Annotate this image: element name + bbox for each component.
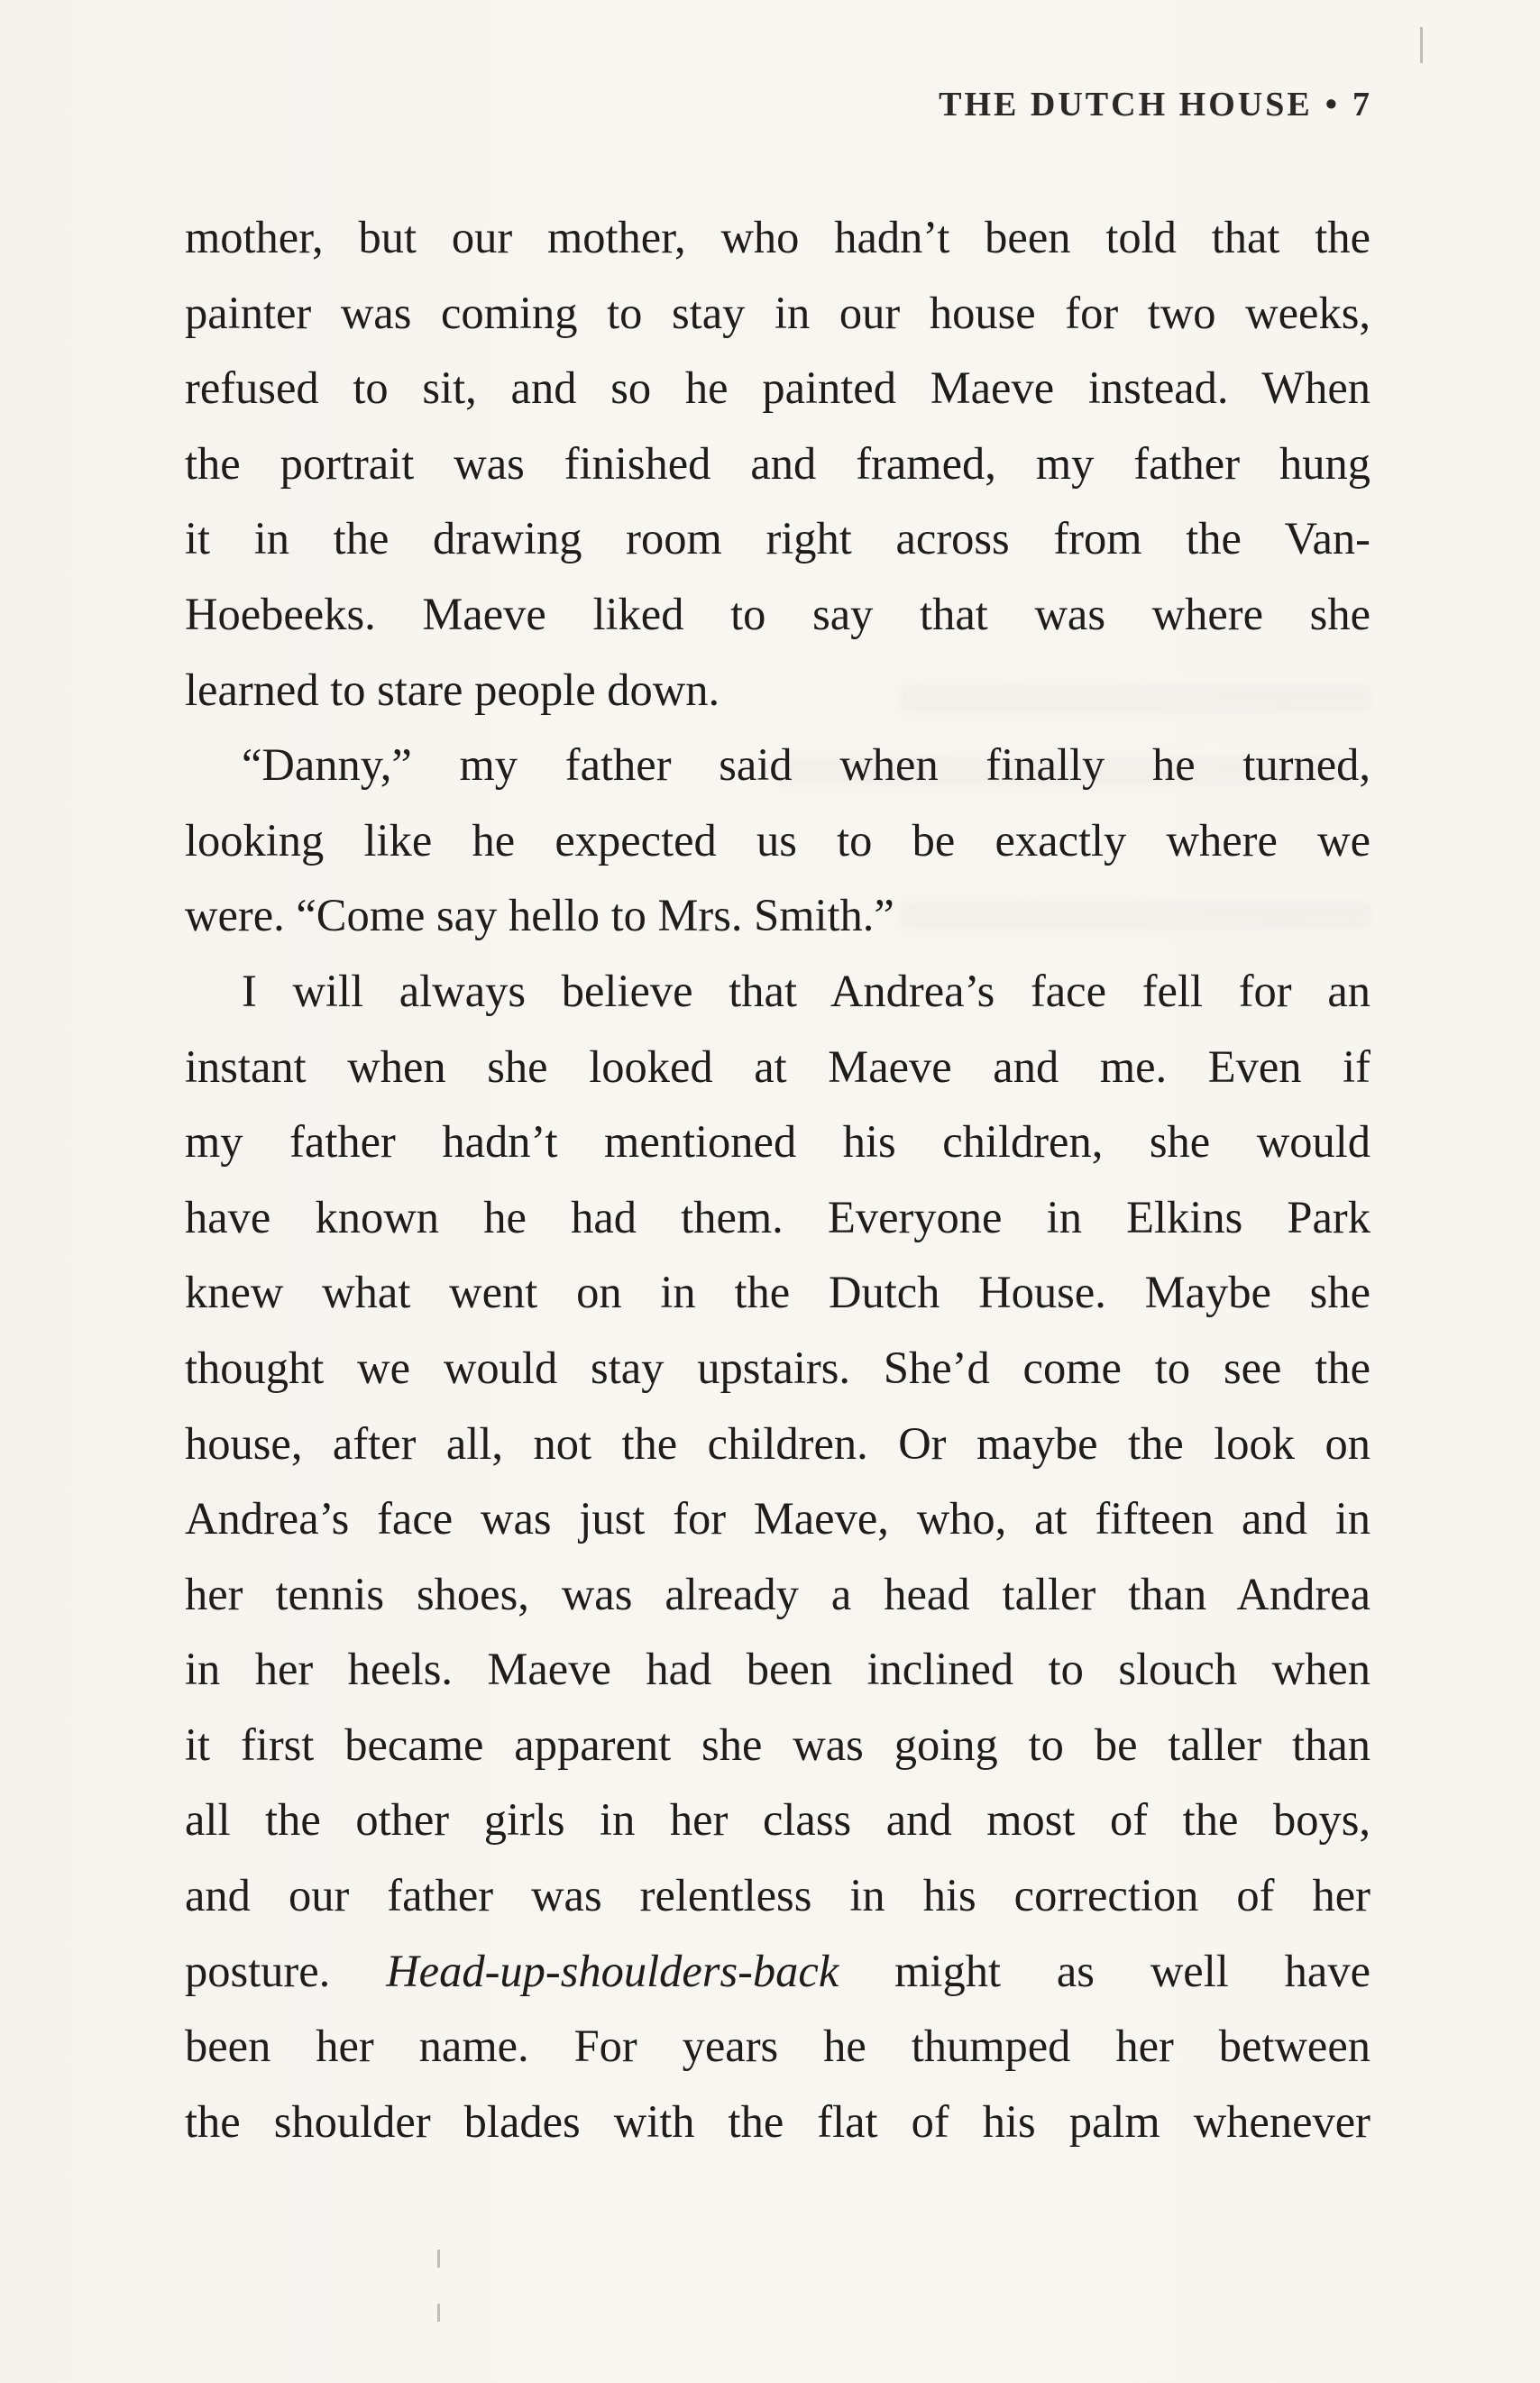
text-line: the portrait was finished and framed, my father hung [185, 437, 1370, 489]
text-line-start: posture. [185, 1945, 387, 1996]
text-line: the shoulder blades with the flat of his palm whenever [185, 2095, 1370, 2147]
text-line-end: might as well have [839, 1945, 1370, 1996]
text-line: have known he had them. Everyone in Elkins Park [185, 1191, 1370, 1242]
text-line: learned to stare people down. [185, 664, 720, 715]
body-text [185, 200, 1370, 2159]
text-line: my father hadn’t mentioned his children, she would [185, 1116, 1370, 1168]
text-line: been her name. For years he thumped her between [185, 2021, 1370, 2072]
text-line [185, 1934, 1370, 2010]
text-line: “Danny,” my father said when finally he turned, [242, 739, 1370, 791]
text-line: Andrea’s face was just for Maeve, who, at fifteen and in [185, 1493, 1370, 1544]
text-line: thought we would stay upstairs. She’d come to see the [185, 1342, 1370, 1393]
text-line: mother, but our mother, who hadn’t been told that the [185, 212, 1370, 262]
text-line: in her heels. Maeve had been inclined to slouch when [185, 1644, 1370, 1695]
text-line: all the other girls in her class and most of the boys, [185, 1794, 1370, 1846]
text-line: were. “Come say hello to Mrs. Smith.” [185, 890, 894, 941]
text-line: Hoebeeks. Maeve liked to say that was where she [185, 588, 1370, 639]
text-line: it in the drawing room right across from the Van- [185, 513, 1370, 564]
text-line: knew what went on in the Dutch House. Maybe she [185, 1267, 1370, 1318]
scan-mark [437, 2304, 440, 2322]
scan-mark [437, 2250, 440, 2268]
text-line: refused to sit, and so he painted Maeve instead. When [185, 362, 1370, 414]
text-line: her tennis shoes, was already a head taller than Andrea [185, 1568, 1370, 1619]
text-line: it first became apparent she was going to be taller than [185, 1719, 1370, 1770]
running-header [939, 85, 1372, 124]
text-line: painter was coming to stay in our house for two weeks, [185, 287, 1370, 338]
book-title: THE DUTCH HOUSE [939, 86, 1313, 124]
page-number: 7 [1352, 86, 1372, 124]
text-line: house, after all, not the children. Or maybe the look on [185, 1417, 1370, 1469]
header-separator: • [1325, 86, 1340, 124]
text-line: looking like he expected us to be exactly where we [185, 814, 1370, 866]
scan-mark [1420, 27, 1423, 63]
italic-phrase: Head-up-shoulders-back [386, 1945, 839, 1996]
text-line: I will always believe that Andrea’s face fell for an [242, 965, 1370, 1016]
text-line: and our father was relentless in his correction of her [185, 1870, 1370, 1921]
text-line: instant when she looked at Maeve and me. Even if [185, 1040, 1370, 1092]
